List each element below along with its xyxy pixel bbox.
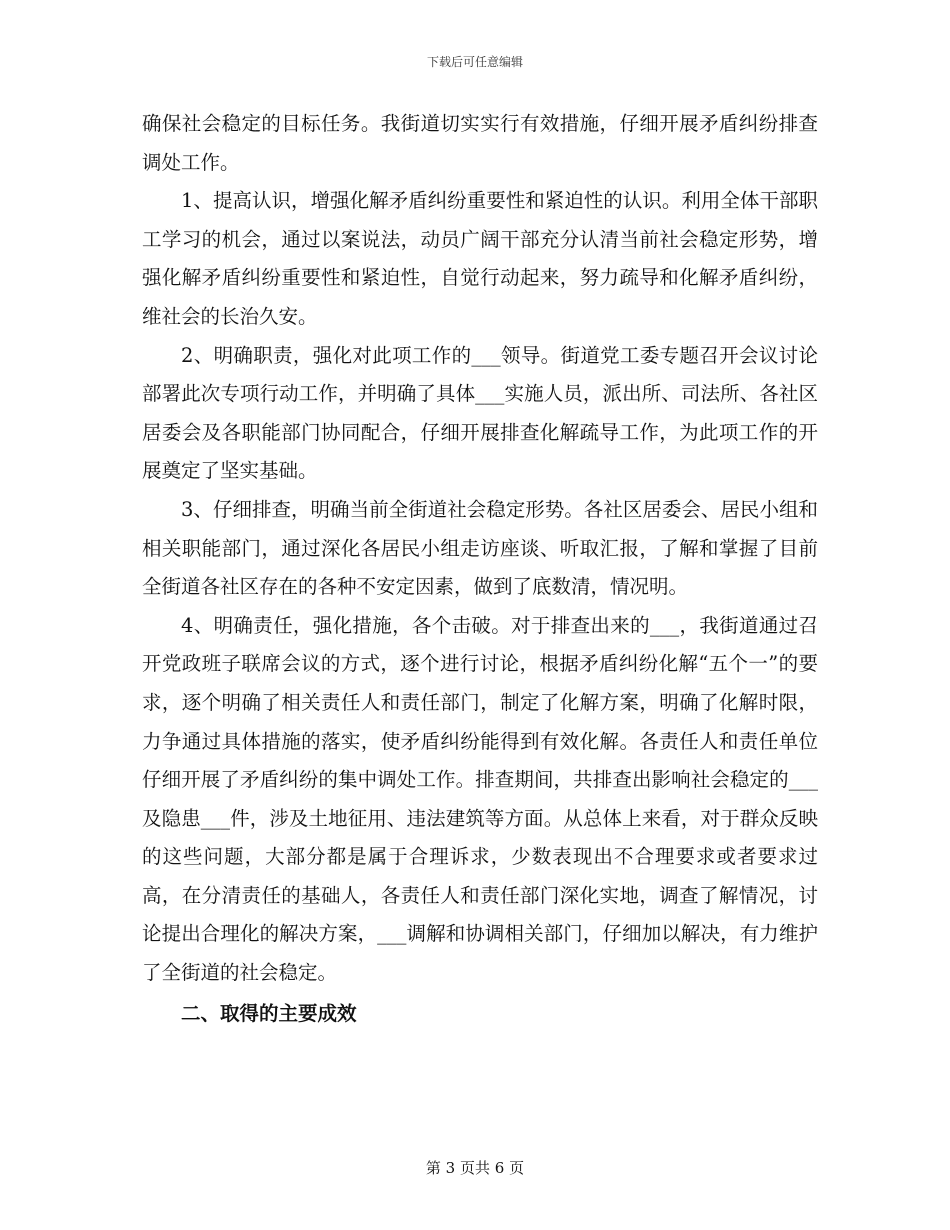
paragraph-item-1: 1、提高认识，增强化解矛盾纠纷重要性和紧迫性的认识。利用全体干部职工学习的机会，通过以案说法，动员广阔干部充分认清当前社会稳定形势，增强化解矛盾纠纷重要性和紧迫性，自觉行动起来，努力疏导和化解矛盾纠纷，维社会的长治久安。 <box>142 189 818 328</box>
page-header: 下载后可任意编辑 <box>426 55 523 69</box>
paragraph-item-2: 2、明确职责，强化对此项工作的___领导。街道党工委专题召开会议讨论部署此次专项行动工作，并明确了具体___实施人员，派出所、司法所、各社区居委会及各职能部门协同配合，仔细开展排查化解疏导工作，为此项工作的开展奠定了坚实基础。 <box>142 343 818 483</box>
paragraph-item-3: 3、仔细排查，明确当前全街道社会稳定形势。各社区居委会、居民小组和相关职能部门，通过深化各居民小组走访座谈、听取汇报，了解和掌握了目前全街道各社区存在的各种不安定因素，做到了底数清，情况明。 <box>142 497 818 599</box>
paragraph-continuation: 确保社会稳定的目标任务。我街道切实实行有效措施，仔细开展矛盾纠纷排查调处工作。 <box>142 112 818 174</box>
page-number-footer: 第 3 页共 6 页 <box>425 1159 525 1177</box>
paragraph-item-4: 4、明确责任，强化措施，各个击破。对于排查出来的___，我街道通过召开党政班子联席会议的方式，逐个进行讨论，根据矛盾纠纷化解“五个一”的要求，逐个明确了相关责任人和责任部门，制定了化解方案，明确了化解时限，力争通过具体措施的落实，使矛盾纠纷能得到有效化解。各责任人和责任单位仔细开展了矛盾纠纷的集中调处工作。排查期间，共排查出影响社会稳定的___及隐患___件，涉及土地征用、违法建筑等方面。从总体上来看，对于群众反映的这些问题，大部分都是属于合理诉求，少数表现出不合理要求或者要求过高，在分清责任的基础人，各责任人和责任部门深化实地，调查了解情况，讨论提出合理化的解决方案，___调解和协调相关部门，仔细加以解决，有力维护了全街道的社会稳定。 <box>142 613 818 985</box>
section-heading: 二、取得的主要成效 <box>181 1001 357 1025</box>
document-body <box>142 105 818 1033</box>
